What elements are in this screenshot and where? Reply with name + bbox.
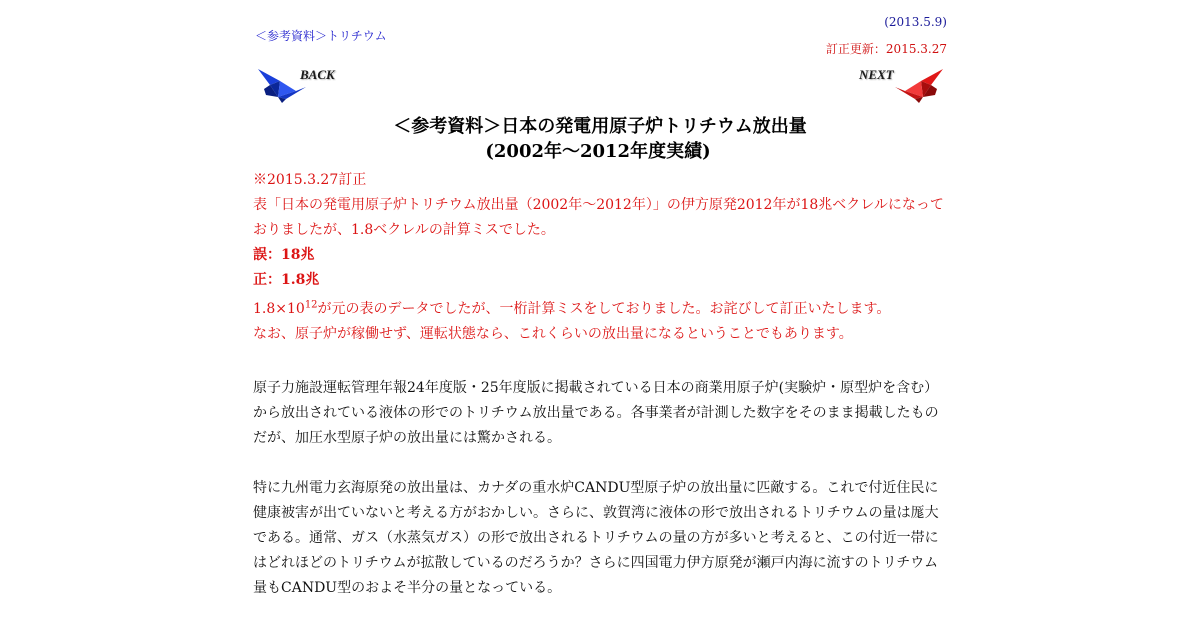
title-line-1: ＜参考資料＞日本の発電用原子炉トリチウム放出量 bbox=[393, 116, 807, 137]
paragraph-1: 原子力施設運転管理年報24年度版・25年度版に掲載されている日本の商業用原子炉(実験炉・原型炉を含む）から放出されている液体の形でのトリチウム放出量である。各事業者が計測した数字をそのまま掲載したものだが、加圧水型原子炉の放出量には驚かされる。 bbox=[253, 380, 939, 446]
back-label: BACK bbox=[300, 67, 335, 82]
page-title bbox=[253, 114, 947, 164]
correction-explanation bbox=[253, 297, 947, 322]
red-paper-crane-icon bbox=[893, 63, 945, 103]
back-button[interactable] bbox=[256, 63, 348, 103]
revision-date: 訂正更新：2015.3.27 bbox=[825, 42, 947, 56]
correction-date: ※2015.3.27訂正 bbox=[253, 172, 367, 188]
correction-note: なお、原子炉が稼働せず、運転状態なら、これくらいの放出量になるということでもあります。 bbox=[253, 326, 853, 342]
correction-notice bbox=[253, 168, 947, 347]
breadcrumb-link[interactable]: ＜参考資料＞トリチウム bbox=[255, 29, 387, 43]
paragraph-2: 特に九州電力玄海原発の放出量は、カナダの重水炉CANDU型原子炉の放出量に匹敵する。これで付近住民に健康被害が出ていないと考える方がおかしい。さらに、敦賀湾に液体の形で放出されるトリチウムの量は厖大である。通常、ガス（水蒸気ガス）の形で放出されるトリチウムの量の方が多いと考えると、この付近一帯にはどれほどのトリチウムが拡散しているのだろうか？さらに四国電力伊方原発が瀬戸内海に流すのトリチウム量もCANDU型のおよそ半分の量となっている。 bbox=[253, 480, 939, 596]
sci-rest: が元の表のデータでしたが、一桁計算ミスをしておりました。お詫びして訂正いたします。 bbox=[317, 301, 891, 317]
breadcrumb bbox=[255, 27, 387, 44]
sci-exponent: 12 bbox=[304, 299, 318, 311]
article-body bbox=[253, 376, 947, 626]
next-button[interactable] bbox=[853, 63, 945, 103]
sci-base: 1.8×10 bbox=[253, 301, 305, 317]
publish-date: (2013.5.9) bbox=[884, 15, 947, 29]
correction-right: 正：1.8兆 bbox=[253, 272, 320, 288]
next-label: NEXT bbox=[859, 67, 894, 82]
correction-wrong: 誤：18兆 bbox=[253, 247, 315, 263]
title-line-2: (2002年～2012年度実績) bbox=[485, 141, 711, 162]
correction-body: 表「日本の発電用原子炉トリチウム放出量（2002年～2012年）」の伊方原発2012年が18兆ベクレルになっておりましたが、1.8ベクレルの計算ミスでした。 bbox=[253, 197, 944, 238]
